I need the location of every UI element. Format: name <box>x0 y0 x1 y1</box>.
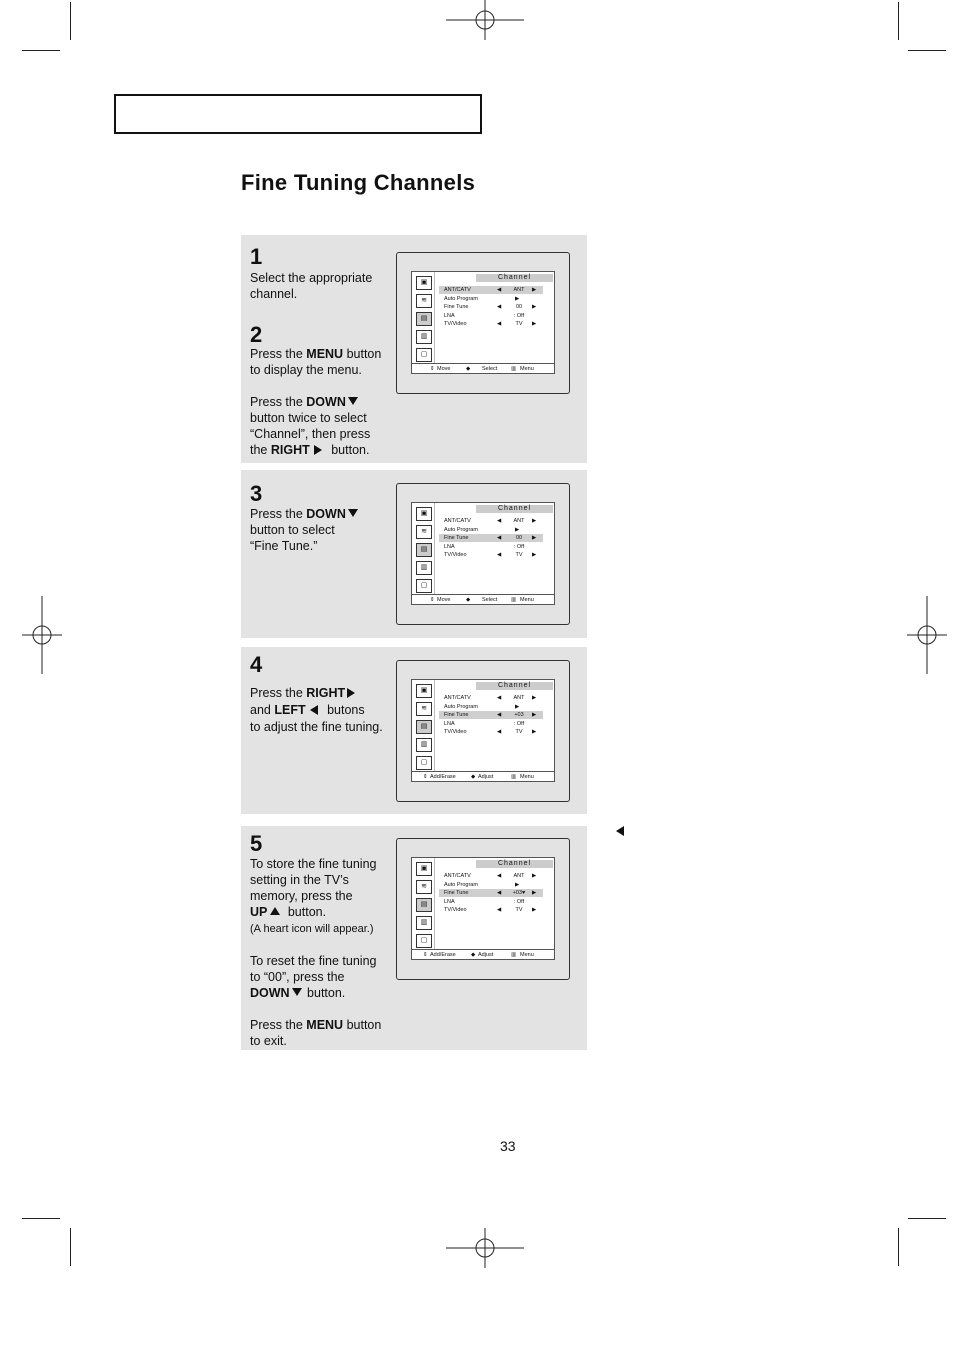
up-arrow-icon <box>270 907 280 915</box>
menu-row-label: TV/Video <box>444 552 467 559</box>
menu-row-value: ANT <box>513 518 525 524</box>
menu-row-label: Auto Program <box>444 881 478 888</box>
menu-row-label: TV/Video <box>444 321 467 328</box>
down-arrow-icon <box>348 509 358 517</box>
page-title: Fine Tuning Channels <box>241 170 476 195</box>
menu-icon-picture: ▣ <box>416 276 432 290</box>
menu-icon-column <box>412 272 435 364</box>
page-number: 33 <box>500 1138 516 1154</box>
text-line: button to select <box>250 523 335 537</box>
key-right: RIGHT <box>306 686 346 700</box>
step-number: 5 <box>250 831 263 856</box>
menu-icon-input: ▢ <box>416 756 432 770</box>
footer-move: Move <box>437 597 451 603</box>
menu-row-label: LNA <box>444 898 455 905</box>
left-arrow-icon: ◀ <box>497 907 502 914</box>
updown-icon: ⇕ <box>430 597 435 603</box>
footer-select: Select <box>482 597 498 603</box>
crop-mark <box>898 2 899 40</box>
menu-icon-input: ▢ <box>416 579 432 593</box>
text-line: channel. <box>250 287 298 301</box>
menu-row <box>439 551 543 559</box>
right-arrow-icon: ▶ <box>532 304 537 311</box>
menu-row <box>439 320 543 328</box>
menu-row-label: Fine Tune <box>444 304 469 311</box>
footer-select: Select <box>482 366 498 372</box>
menu-icon-sound: ≋ <box>416 702 432 716</box>
menu-row-value: +03♥ <box>512 890 526 897</box>
step-number: 2 <box>250 322 263 347</box>
menu-icon-sound: ≋ <box>416 525 432 539</box>
menu-icon-input: ▢ <box>416 348 432 362</box>
menu-row-label: ANT/CATV <box>444 695 471 701</box>
menu-header: Channel <box>476 505 553 513</box>
menu-row-label: ANT/CATV <box>444 287 471 293</box>
menu-row <box>439 543 543 551</box>
crop-mark <box>22 1218 60 1219</box>
menu-icon-channel: ▤ <box>416 720 432 734</box>
menu-row <box>439 286 543 294</box>
menu-key-icon: ▥ <box>511 774 517 780</box>
updown-icon: ⇕ <box>423 952 428 958</box>
text-line: “Fine Tune.” <box>250 539 318 553</box>
right-arrow-icon: ▶ <box>532 729 537 736</box>
menu-icon-picture: ▣ <box>416 862 432 876</box>
text-line: Select the appropriate <box>250 271 373 285</box>
tv-screen <box>411 857 555 960</box>
left-arrow-icon: ◀ <box>497 873 502 879</box>
menu-row-value: : Off <box>513 312 525 319</box>
left-arrow-icon: ◀ <box>497 287 502 293</box>
leftright-icon: ◆ <box>466 366 471 372</box>
left-arrow-icon: ◀ <box>497 552 502 559</box>
text: button. <box>303 986 346 1000</box>
step-text <box>250 346 395 458</box>
text: the <box>250 443 271 457</box>
text: Press the <box>250 395 307 409</box>
right-arrow-icon: ▶ <box>532 890 537 897</box>
menu-row-value: 00 <box>515 535 523 542</box>
key-up: UP <box>250 905 268 919</box>
menu-row <box>439 534 543 542</box>
menu-row-label: Auto Program <box>444 526 478 533</box>
leftright-icon: ◆ <box>466 597 471 603</box>
menu-footer <box>412 594 554 605</box>
key-menu: MENU <box>306 1018 344 1032</box>
menu-icon-column <box>412 503 435 595</box>
menu-header: Channel <box>476 860 553 868</box>
tv-menu-screenshot <box>396 660 570 802</box>
leftright-icon: ◆ <box>471 952 476 958</box>
tv-menu-screenshot <box>396 252 570 394</box>
text-line: to exit. <box>250 1034 287 1048</box>
footer-menu: Menu <box>520 366 534 372</box>
text: butons <box>323 703 365 717</box>
menu-row-value: ANT <box>513 695 525 701</box>
crop-mark <box>908 1218 946 1219</box>
left-arrow-icon: ◀ <box>497 729 502 736</box>
menu-footer <box>412 949 554 960</box>
menu-row <box>439 906 543 914</box>
right-arrow-icon: ▶ <box>532 712 537 719</box>
footer-select: Adjust <box>478 952 494 958</box>
right-arrow-icon: ▶ <box>532 321 537 328</box>
menu-row <box>439 889 543 897</box>
menu-icon-setup: ▥ <box>416 916 432 930</box>
key-left: LEFT <box>274 703 306 717</box>
tv-screen <box>411 271 555 374</box>
menu-row-value: ANT <box>513 873 525 879</box>
left-arrow-icon: ◀ <box>497 535 502 542</box>
left-arrow-icon: ◀ <box>497 695 502 701</box>
right-arrow-icon: ▶ <box>532 907 537 914</box>
right-arrow-icon: ▶ <box>515 295 520 302</box>
registration-mark-icon <box>446 0 524 40</box>
registration-mark-icon <box>446 1228 524 1268</box>
menu-row-label: Fine Tune <box>444 535 469 542</box>
menu-row <box>439 694 543 702</box>
text: Press the <box>250 686 307 700</box>
leftright-icon: ◆ <box>471 774 476 780</box>
menu-row-value: TV <box>515 729 523 736</box>
left-arrow-icon: ◀ <box>497 518 502 524</box>
menu-row <box>439 517 543 525</box>
tv-menu-screenshot <box>396 838 570 980</box>
tv-screen <box>411 679 555 782</box>
menu-row <box>439 872 543 880</box>
text-line: To reset the fine tuning <box>250 954 377 968</box>
menu-row-value: TV <box>515 907 523 914</box>
menu-row-value: +03 <box>514 712 524 719</box>
updown-icon: ⇕ <box>423 774 428 780</box>
down-arrow-icon <box>348 397 358 405</box>
menu-icon-setup: ▥ <box>416 738 432 752</box>
right-arrow-icon: ▶ <box>532 518 537 524</box>
right-arrow-icon: ▶ <box>532 695 537 701</box>
text-line: memory, press the <box>250 889 353 903</box>
tv-screen <box>411 502 555 605</box>
tv-menu-screenshot <box>396 483 570 625</box>
menu-icon-setup: ▥ <box>416 330 432 344</box>
key-right: RIGHT <box>270 443 310 457</box>
left-arrow-icon: ◀ <box>497 304 502 311</box>
step-number: 3 <box>250 481 263 506</box>
menu-row-label: TV/Video <box>444 907 467 914</box>
footer-menu: Menu <box>520 597 534 603</box>
footer-menu: Menu <box>520 774 534 780</box>
crop-mark <box>22 50 60 51</box>
text: button. <box>284 905 327 919</box>
left-arrow-icon: ◀ <box>497 712 502 719</box>
menu-footer <box>412 771 554 782</box>
menu-row-value: TV <box>515 321 523 328</box>
footer-move: Add/Erase <box>430 952 456 958</box>
right-arrow-icon <box>347 688 355 698</box>
text-line: to adjust the fine tuning. <box>250 720 383 734</box>
right-arrow-icon: ▶ <box>532 552 537 559</box>
menu-row-label: LNA <box>444 543 455 550</box>
menu-row-label: ANT/CATV <box>444 518 471 524</box>
menu-icon-channel: ▤ <box>416 312 432 326</box>
menu-row <box>439 295 543 303</box>
right-arrow-icon: ▶ <box>515 703 520 710</box>
text-line: “Channel”, then press <box>250 427 371 441</box>
key-down: DOWN <box>306 395 346 409</box>
menu-row <box>439 720 543 728</box>
footer-move: Add/Erase <box>430 774 456 780</box>
right-arrow-icon: ▶ <box>532 873 537 879</box>
menu-row-label: Auto Program <box>444 295 478 302</box>
left-arrow-icon <box>616 826 624 836</box>
text-line: To store the fine tuning <box>250 857 377 871</box>
key-down: DOWN <box>250 986 290 1000</box>
right-arrow-icon <box>314 445 322 455</box>
down-arrow-icon <box>292 988 302 996</box>
menu-row-label: ANT/CATV <box>444 873 471 879</box>
right-arrow-icon: ▶ <box>515 881 520 888</box>
text: and <box>250 703 275 717</box>
menu-header: Channel <box>476 682 553 690</box>
menu-key-icon: ▥ <box>511 366 517 372</box>
step-text <box>250 856 395 1049</box>
menu-icon-sound: ≋ <box>416 880 432 894</box>
key-menu: MENU <box>306 347 344 361</box>
right-arrow-icon: ▶ <box>532 535 537 542</box>
menu-row <box>439 728 543 736</box>
text-line: to display the menu. <box>250 363 362 377</box>
menu-row-value: : Off <box>513 720 525 727</box>
text: Press the <box>250 1018 307 1032</box>
left-arrow-icon: ◀ <box>497 321 502 328</box>
menu-icon-column <box>412 858 435 950</box>
menu-icon-picture: ▣ <box>416 507 432 521</box>
menu-icon-column <box>412 680 435 772</box>
left-arrow-icon <box>310 705 318 715</box>
step-text <box>250 506 395 554</box>
text: Press the <box>250 507 307 521</box>
step-text <box>250 270 395 302</box>
menu-row-value: ANT <box>513 287 525 293</box>
menu-row-label: Fine Tune <box>444 712 469 719</box>
registration-mark-icon <box>907 596 947 674</box>
menu-row <box>439 881 543 889</box>
menu-row-label: LNA <box>444 720 455 727</box>
menu-header: Channel <box>476 274 553 282</box>
menu-icon-sound: ≋ <box>416 294 432 308</box>
menu-row-value: TV <box>515 552 523 559</box>
crop-mark <box>898 1228 899 1266</box>
text: button <box>343 347 382 361</box>
note-text: (A heart icon will appear.) <box>250 923 374 935</box>
menu-key-icon: ▥ <box>511 597 517 603</box>
menu-row-value: : Off <box>513 543 525 550</box>
menu-row <box>439 526 543 534</box>
step-number: 4 <box>250 652 263 677</box>
menu-row <box>439 312 543 320</box>
text-line: to “00”, press the <box>250 970 345 984</box>
menu-icon-channel: ▤ <box>416 543 432 557</box>
footer-menu: Menu <box>520 952 534 958</box>
left-arrow-icon: ◀ <box>497 890 502 897</box>
menu-icon-channel: ▤ <box>416 898 432 912</box>
footer-move: Move <box>437 366 451 372</box>
crop-mark <box>908 50 946 51</box>
text: Press the <box>250 347 307 361</box>
menu-row <box>439 898 543 906</box>
text-line: button twice to select <box>250 411 367 425</box>
crop-mark <box>70 1228 71 1266</box>
menu-row-value: 00 <box>515 304 523 311</box>
menu-key-icon: ▥ <box>511 952 517 958</box>
crop-mark <box>70 2 71 40</box>
right-arrow-icon: ▶ <box>515 526 520 533</box>
footer-select: Adjust <box>478 774 494 780</box>
key-down: DOWN <box>306 507 346 521</box>
menu-row-label: LNA <box>444 312 455 319</box>
menu-row-label: TV/Video <box>444 729 467 736</box>
menu-row <box>439 711 543 719</box>
menu-footer <box>412 363 554 374</box>
right-arrow-icon: ▶ <box>532 287 537 293</box>
header-box <box>114 94 482 134</box>
step-text <box>250 685 400 736</box>
text-line: setting in the TV’s <box>250 873 349 887</box>
menu-icon-input: ▢ <box>416 934 432 948</box>
menu-row <box>439 303 543 311</box>
menu-row-label: Auto Program <box>444 703 478 710</box>
text: button <box>343 1018 382 1032</box>
menu-row <box>439 703 543 711</box>
updown-icon: ⇕ <box>430 366 435 372</box>
menu-icon-picture: ▣ <box>416 684 432 698</box>
text: button. <box>327 443 370 457</box>
menu-icon-setup: ▥ <box>416 561 432 575</box>
menu-row-label: Fine Tune <box>444 890 469 897</box>
registration-mark-icon <box>22 596 62 674</box>
menu-row-value: : Off <box>513 898 525 905</box>
step-number: 1 <box>250 244 263 269</box>
